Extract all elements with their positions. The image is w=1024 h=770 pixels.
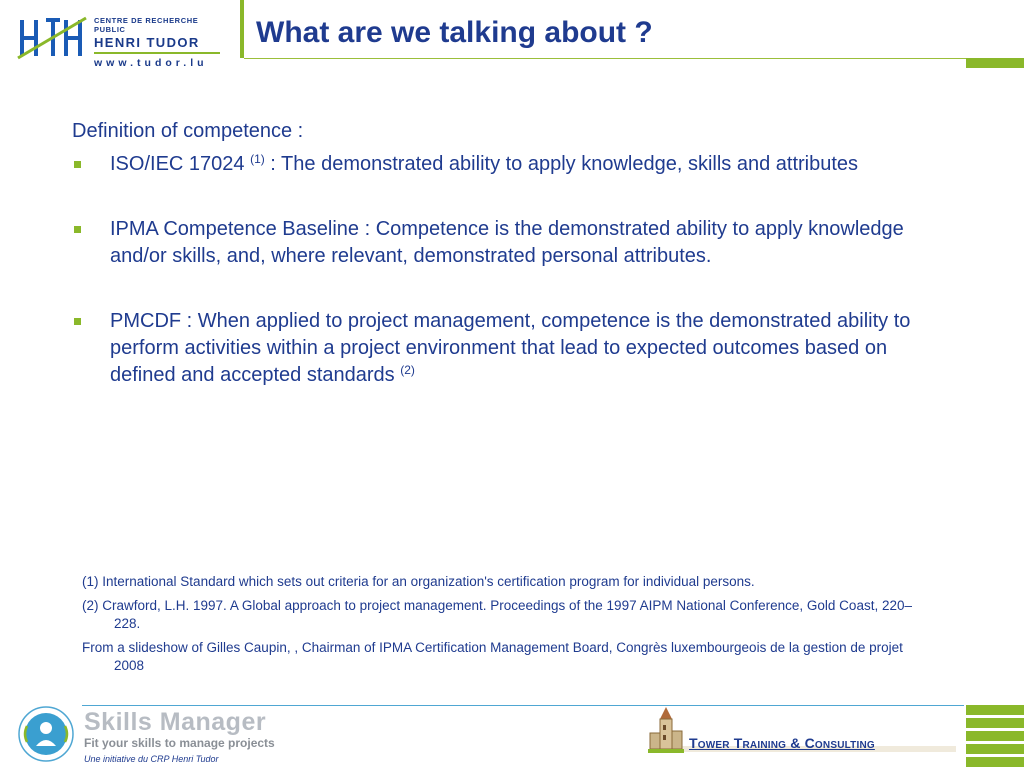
bullet-pmcdf-footnote: (2) [400,363,415,377]
logo-line-1: CENTRE DE RECHERCHE PUBLIC [94,16,199,34]
bullet-iso-text-b: : The demonstrated ability to apply knowledge, skills and attributes [264,153,859,175]
bullet-ipma [72,216,952,270]
skills-manager-title: Skills Manager [84,708,267,736]
bullet-ipma-text: IPMA Competence Baseline : Competence is the demonstrated ability to apply knowledge and/or skills, and, where relevant, demonstrated personal attributes. [110,218,904,267]
footnotes [82,573,932,681]
footnote-2: (2) Crawford, L.H. 1997. A Global approach to project management. Proceedings of the 1997 AIPM National Conference, Gold Coast, 220–228. [82,598,912,631]
corner-accent-bottom [966,705,1024,770]
bullet-square-icon [74,226,81,233]
tudor-logo [16,14,222,72]
accent-bar [966,731,1024,741]
accent-bar [966,744,1024,754]
accent-bar [966,718,1024,728]
bullet-iso [72,151,952,178]
skills-manager-logo-icon [18,706,74,762]
footnote-source: From a slideshow of Gilles Caupin, , Chairman of IPMA Certification Management Board, Congrès luxembourgeois de la gestion de projet 2008 [82,640,903,673]
bullet-square-icon [74,318,81,325]
accent-bar [966,705,1024,715]
bullet-iso-text-a: ISO/IEC 17024 [110,153,251,175]
title-accent-bar [240,0,244,58]
slide-title: What are we talking about ? [256,16,653,49]
definition-list [72,151,952,389]
logo-url: www.tudor.lu [94,57,208,69]
title-underline [244,58,966,59]
definition-intro: Definition of competence : [72,120,304,142]
skills-manager-subtitle: Fit your skills to manage projects [84,736,275,750]
accent-bar [966,757,1024,767]
bullet-pmcdf-text: PMCDF : When applied to project management, competence is the demonstrated ability to perform activities within a project environment that lead to expected outcomes based on defined and accepted standards [110,310,911,386]
logo-divider [94,52,220,54]
bullet-iso-footnote: (1) [250,152,265,166]
footer-divider [82,705,964,706]
tudor-logo-icon [16,14,88,62]
corner-accent-top [966,58,1024,68]
slide-body [72,120,952,427]
tower-training-link[interactable]: Tower Training & Consulting [689,735,875,751]
tower-icon [648,707,684,755]
bullet-square-icon [74,161,81,168]
skills-manager-credit: Une initiative du CRP Henri Tudor [84,754,219,764]
logo-line-2: HENRI TUDOR [94,35,200,50]
skills-manager-brand [84,708,275,764]
tudor-logo-text [94,16,222,69]
bullet-pmcdf [72,308,952,389]
footnote-1: (1) International Standard which sets out criteria for an organization's certification program for individual persons. [82,574,755,589]
